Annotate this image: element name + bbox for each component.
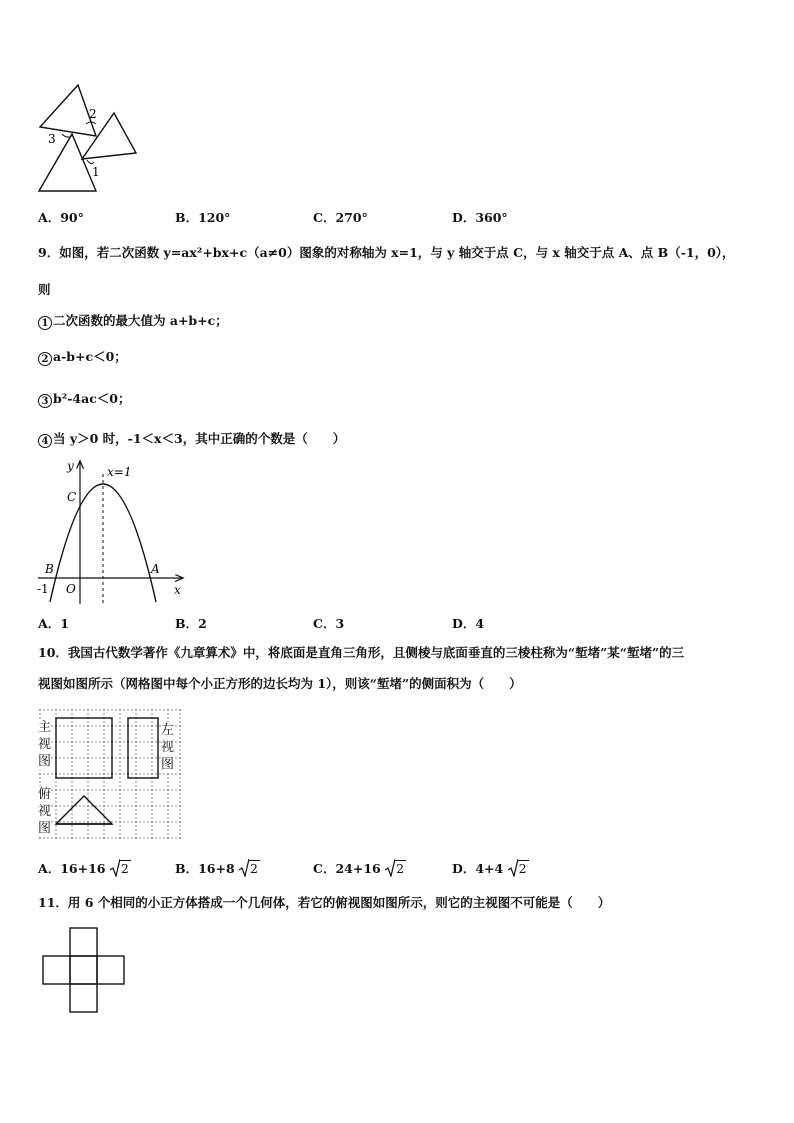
cube-top <box>70 928 97 956</box>
q10-option-d[interactable]: D．4+4 2 <box>452 861 527 876</box>
sqrt-symbol: 2 <box>110 860 131 876</box>
sqrt-symbol: 2 <box>385 860 406 876</box>
q11-stem: 11．用 6 个相同的小正方体搭成一个几何体，若它的俯视图如图所示，则它的主视图不可能是（ ） <box>38 895 611 910</box>
q10-option-a[interactable]: A．16+16 2 <box>38 861 129 876</box>
q8-option-a[interactable]: A．90° <box>38 210 84 225</box>
q9-item-2: 2 a-b+c＜0； <box>38 349 127 366</box>
angle-label-1: 1 <box>92 165 100 179</box>
q9-stem-line1: 9．如图，若二次函数 y=ax²+bx+c（a≠0）图象的对称轴为 x=1，与 y 轴交于点 C，与 x 轴交于点 A、点 B（-1，0）， <box>38 245 735 260</box>
q9-option-c[interactable]: C．3 <box>313 616 345 631</box>
triangle-top <box>40 85 96 136</box>
q9-parabola-graph <box>34 456 194 608</box>
q8-option-b[interactable]: B．120° <box>175 210 231 225</box>
front-view-label: 主 视 图 <box>38 720 52 769</box>
cube-middle-center <box>70 956 97 984</box>
left-view-outline <box>128 718 158 778</box>
y-axis-label: y <box>67 459 74 473</box>
q8-option-d[interactable]: D．360° <box>452 210 508 225</box>
sqrt-symbol: 2 <box>239 860 260 876</box>
angle-label-2: 2 <box>89 107 97 121</box>
point-a-label: A <box>151 562 160 576</box>
left-view-label: 左 视 图 <box>161 723 175 772</box>
q10-option-b[interactable]: B．16+8 2 <box>175 861 258 876</box>
circled-number: 3 <box>38 394 52 408</box>
q10-option-c[interactable]: C．24+16 2 <box>313 861 405 876</box>
x-axis-label: x <box>174 583 181 597</box>
top-view-label: 俯 视 图 <box>38 787 52 836</box>
neg-one-label: -1 <box>37 582 49 596</box>
cube-middle-right <box>97 956 124 984</box>
q8-triangles-figure <box>34 80 144 196</box>
q10-stem-line1: 10．我国古代数学著作《九章算术》中，将底面是直角三角形，且侧棱与底面垂直的三棱柱称为“堑堵”某“堑堵”的三 <box>38 645 685 660</box>
q9-item-3: 3 b²-4ac＜0； <box>38 391 131 408</box>
circled-number: 1 <box>38 316 52 330</box>
q8-option-c[interactable]: C．270° <box>313 210 368 225</box>
q9-item-4: 4 当 y＞0 时，-1＜x＜3，其中正确的个数是（ ） <box>38 431 345 448</box>
q9-option-a[interactable]: A．1 <box>38 616 69 631</box>
origin-label: O <box>66 582 76 596</box>
sqrt-symbol: 2 <box>508 860 529 876</box>
circled-number: 2 <box>38 352 52 366</box>
q9-option-d[interactable]: D．4 <box>452 616 485 631</box>
q9-stem-line2: 则 <box>38 282 51 297</box>
angle-label-3: 3 <box>48 132 56 146</box>
cube-bottom <box>70 984 97 1012</box>
q9-item-1: 1 二次函数的最大值为 a+b+c； <box>38 313 228 330</box>
q9-option-b[interactable]: B．2 <box>175 616 207 631</box>
cube-middle-left <box>43 956 70 984</box>
q11-top-view-figure <box>36 924 132 1016</box>
point-b-label: B <box>45 562 54 576</box>
circled-number: 4 <box>38 434 52 448</box>
axis-equation-label: x=1 <box>107 465 132 479</box>
point-c-label: C <box>67 490 77 504</box>
q10-stem-line2: 视图如图所示（网格图中每个小正方形的边长均为 1），则该“堑堵”的侧面积为（ ） <box>38 676 522 691</box>
